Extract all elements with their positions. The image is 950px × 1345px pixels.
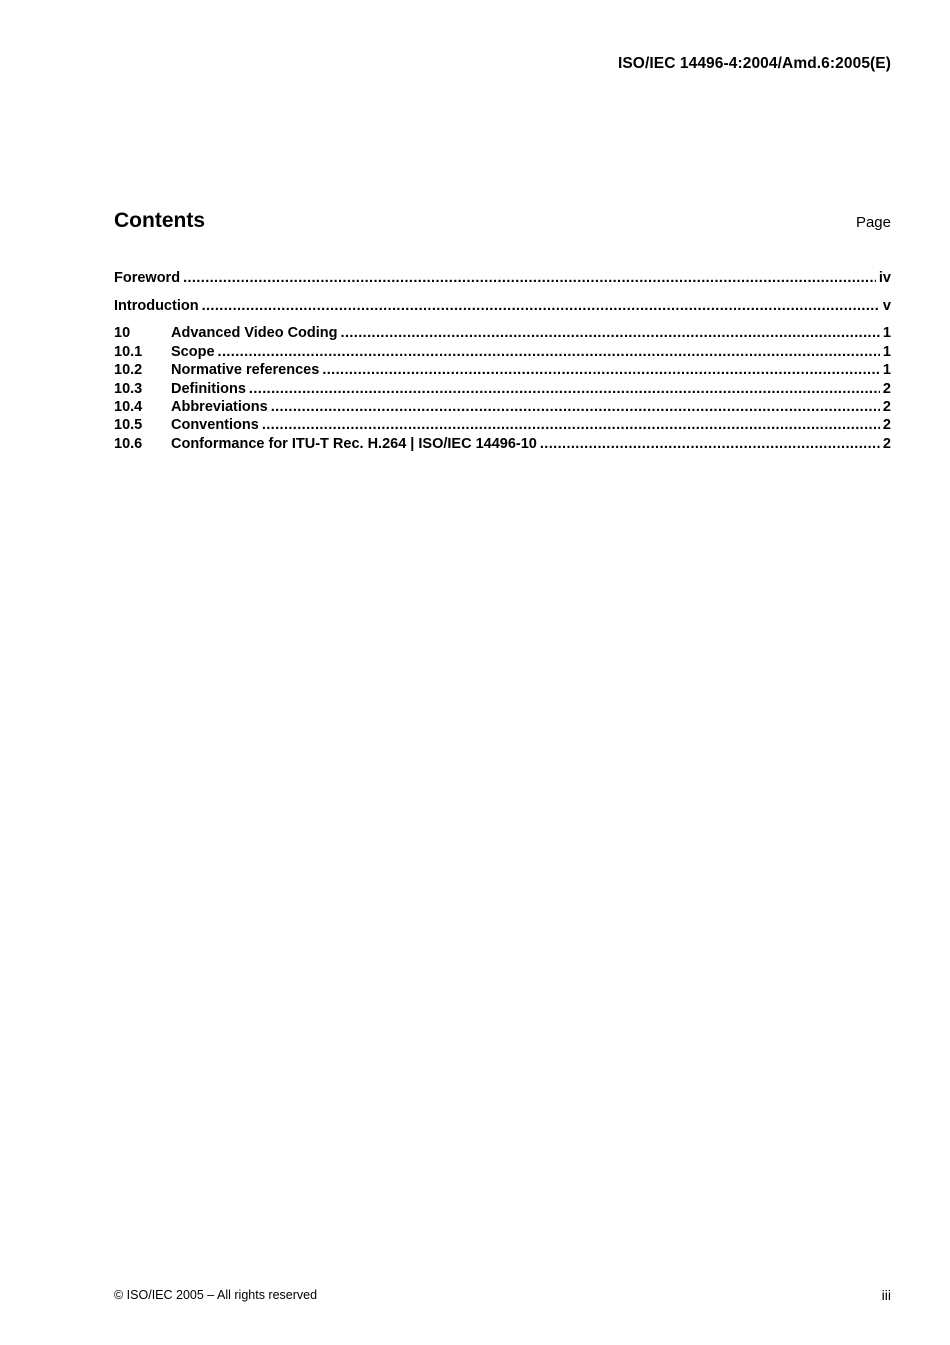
toc-page: 1 (882, 325, 891, 341)
toc-number: 10.5 (114, 417, 143, 433)
page-column-label: Page (855, 214, 891, 231)
toc-title: Conventions (171, 417, 259, 433)
toc-number: 10.6 (114, 436, 143, 452)
toc-number: 10.1 (114, 344, 143, 360)
footer-copyright: © ISO/IEC 2005 – All rights reserved (114, 1288, 318, 1302)
toc-entry-introduction[interactable] (114, 298, 891, 314)
toc-page: 1 (882, 362, 891, 378)
toc-page: 2 (882, 417, 891, 433)
toc-page: iv (878, 270, 891, 286)
contents-heading-row (114, 209, 891, 233)
toc-number: 10 (114, 325, 131, 341)
toc-entry-10-1[interactable] (114, 344, 891, 360)
toc-entry-10-5[interactable] (114, 417, 891, 433)
toc-leader (183, 270, 876, 286)
toc-title: Definitions (171, 381, 246, 397)
toc-number: 10.2 (114, 362, 143, 378)
toc-leader (218, 344, 880, 360)
toc-page: 2 (882, 436, 891, 452)
toc-entry-10-6[interactable] (114, 436, 891, 452)
document-id: ISO/IEC 14496-4:2004/Amd.6:2005(E) (617, 55, 891, 72)
toc-title: Abbreviations (171, 399, 268, 415)
toc-title: Normative references (171, 362, 320, 378)
toc-leader (202, 298, 880, 314)
toc-leader (322, 362, 880, 378)
toc-entry-10[interactable] (114, 325, 891, 341)
toc-leader (341, 325, 880, 341)
footer-page-number: iii (881, 1287, 891, 1303)
toc-entry-10-3[interactable] (114, 381, 891, 397)
toc-title: Scope (171, 344, 215, 360)
toc-page: 1 (882, 344, 891, 360)
toc-leader (271, 399, 880, 415)
toc-leader (540, 436, 880, 452)
toc-number: 10.4 (114, 399, 143, 415)
toc-page: 2 (882, 399, 891, 415)
toc-title: Conformance for ITU-T Rec. H.264 | ISO/IEC 14496-10 (171, 436, 537, 452)
contents-title: Contents (114, 209, 205, 232)
toc-page: 2 (882, 381, 891, 397)
toc-entry-10-4[interactable] (114, 399, 891, 415)
toc-entry-10-2[interactable] (114, 362, 891, 378)
toc-number: 10.3 (114, 381, 143, 397)
toc-title: Advanced Video Coding (171, 325, 338, 341)
toc-entry-foreword[interactable] (114, 270, 891, 286)
toc-title: Foreword (114, 270, 181, 286)
toc-leader (249, 381, 880, 397)
toc-page: v (882, 298, 891, 314)
toc-leader (262, 417, 880, 433)
toc-title: Introduction (114, 298, 199, 314)
